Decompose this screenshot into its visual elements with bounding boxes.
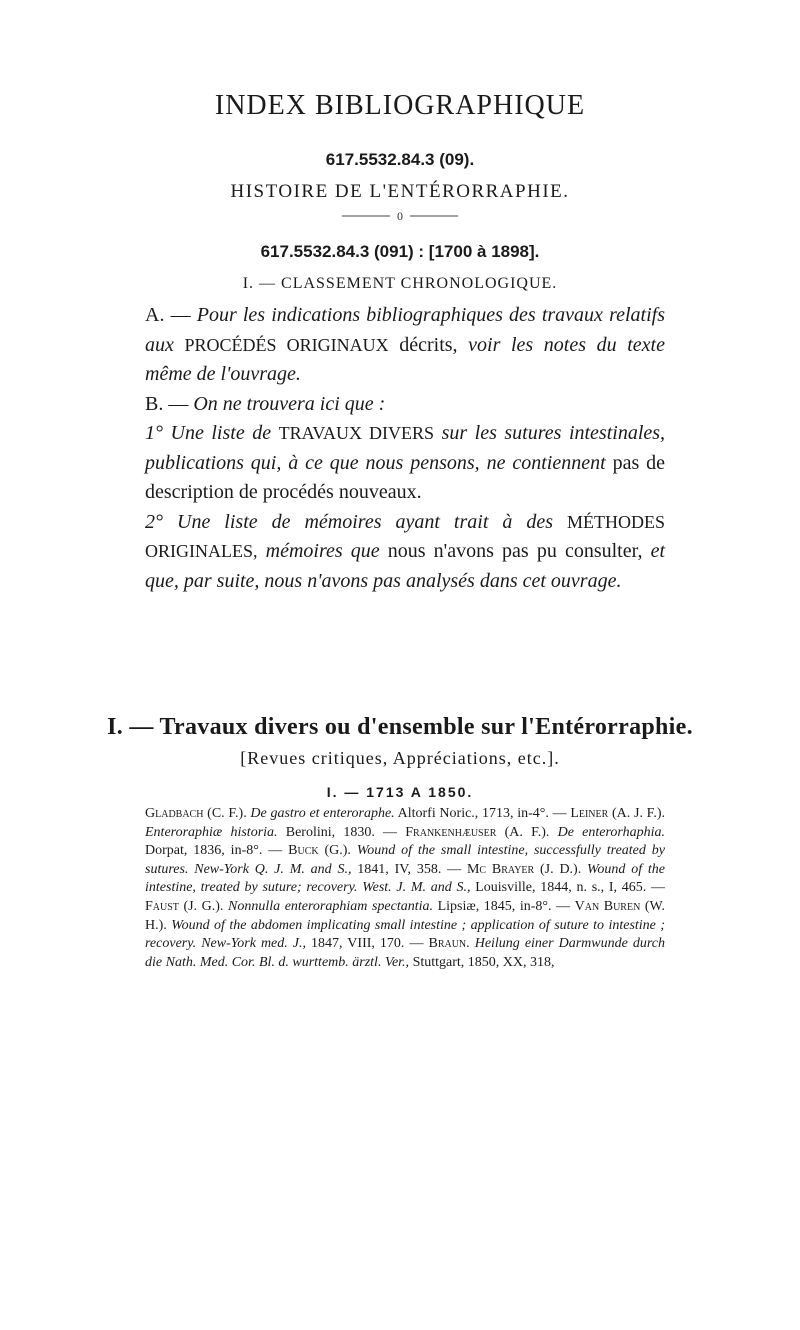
reference-entry: Mc Brayer (J. D.). Wound of the intestine, treated by suture; recovery. West. J. M. and S., Louisville, 1844, n. s., I, 465. — (145, 861, 666, 896)
ornament-divider (340, 209, 460, 223)
classification-range: 617.5532.84.3 (091) : [1700 à 1898]. (260, 242, 540, 261)
paragraph-2: 2° Une liste de mémoires ayant trait à des MÉTHODES ORIGINALES, mémoires que nous n'avons pas pu consulter, et que, par suite, nous n'avons pas analysés dans cet ouvrage. (145, 510, 666, 592)
reference-list (145, 805, 665, 972)
reference-entry: Buck (G.). Wound of the small intestine, successfully treated by sutures. New-York Q. J. M. and S., 1841, IV, 358. — (145, 843, 666, 877)
paragraph-1: 1° Une liste de TRAVAUX DIVERS sur les sutures intestinales, publications qui, à ce que nous pensons, ne contiennent pas de description de procédés nouveaux. (145, 422, 666, 503)
reference-entry: Faust (J. G.). Nonnulla enteroraphiam spectantia. Lipsiæ, 1845, in-8°. — (145, 898, 575, 914)
chapter-subtitle: HISTOIRE DE L'ENTÉRORRAPHIE. (230, 181, 570, 202)
classification-code: 617.5532.84.3 (09). (325, 150, 475, 169)
section-subtitle: [Revues critiques, Appréciations, etc.]. (240, 748, 560, 768)
paragraph-a: A. — Pour les indications bibliographiques des travaux relatifs aux PROCÉDÉS ORIGINAUX décrits, voir les notes du texte même de l'ouvrage. (145, 304, 665, 385)
period-heading: I. — 1713 A 1850. (326, 784, 474, 800)
paragraph-b: B. — On ne trouvera ici que : (145, 392, 386, 415)
section-title: I. — Travaux divers ou d'ensemble sur l'Entérorraphie. (107, 714, 693, 740)
reference-entry: Braun. Heilung einer Darmwunde durch die Nath. Med. Cor. Bl. d. wurttemb. ärztl. Ver., Stuttgart, 1850, XX, 318, (145, 936, 666, 970)
reference-entry: Van Buren (W. H.). Wound of the abdomen implicating small intestine ; application of suture to intestine ; recovery. New-York med. J., 1847, VIII, 170. — (145, 898, 665, 952)
reference-entry: Frankenhæuser (A. F.). De enterorhaphia. Dorpat, 1836, in-8°. — (145, 824, 666, 859)
reference-entry: Leiner (A. J. F.). Enteroraphiæ historia. Berolini, 1830. — (145, 806, 665, 840)
reference-entry: Gladbach (C. F.). De gastro et enteroraphe. Altorfi Noric., 1713, in-4°. — (145, 806, 571, 821)
ornament-glyph: 0 (397, 209, 403, 223)
classification-heading: I. — CLASSEMENT CHRONOLOGIQUE. (242, 275, 558, 292)
intro-text (145, 301, 665, 596)
page-title: INDEX BIBLIOGRAPHIQUE (214, 90, 586, 121)
